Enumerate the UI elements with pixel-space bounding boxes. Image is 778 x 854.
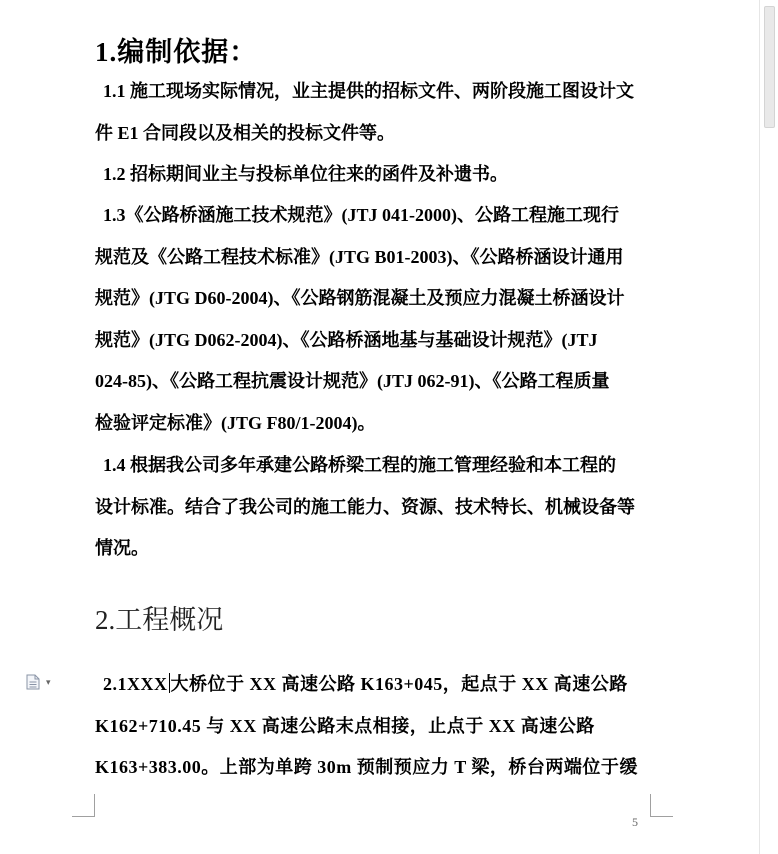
paragraph-1-1[interactable]: [95, 71, 650, 154]
paragraph-1-3[interactable]: [95, 195, 650, 444]
text-line: 规范》(JTG D062-2004)、《公路桥涵地基与基础设计规范》(JTJ: [95, 329, 598, 350]
page-number: 5: [632, 815, 638, 829]
vertical-scrollbar[interactable]: [759, 0, 778, 854]
text-line: 024-85)、《公路工程抗震设计规范》(JTJ 062-91)、《公路工程质量: [95, 371, 610, 391]
text-cursor: [169, 673, 170, 693]
text-line: 1.1 施工现场实际情况，业主提供的招标文件、两阶段施工图设计文: [103, 81, 634, 101]
paragraph-1-2[interactable]: [95, 154, 650, 196]
paragraph-2-1[interactable]: [95, 664, 650, 789]
chevron-down-icon[interactable]: ▾: [46, 678, 51, 688]
text-line: 1.2 招标期间业主与投标单位往来的函件及补遗书。: [103, 164, 508, 184]
crop-mark-right: [650, 794, 673, 817]
crop-mark-left: [72, 794, 95, 817]
heading-basis-of-compilation: 1.编制依据：: [95, 37, 258, 67]
heading-project-overview: 2.工程概况: [95, 605, 224, 635]
text-line: 设计标准。结合了我公司的施工能力、资源、技术特长、机械设备等: [95, 496, 635, 517]
text-line: [95, 664, 650, 706]
text-line: 1.3《公路桥涵施工技术规范》(JTJ 041-2000)、公路工程施工现行: [103, 205, 619, 225]
document-icon[interactable]: [26, 674, 40, 690]
text-run: 大桥位于 XX 高速公路 K163+045，起点于 XX 高速公路: [170, 674, 628, 694]
text-line: 情况。: [95, 538, 149, 558]
text-line: 检验评定标准》(JTG F80/1-2004)。: [95, 412, 376, 433]
text-line: 规范及《公路工程技术标准》(JTG B01-2003)、《公路桥涵设计通用: [95, 246, 624, 267]
text-line: 规范》(JTG D60-2004)、《公路钢筋混凝土及预应力混凝土桥涵设计: [95, 288, 625, 308]
text-line: 件 E1 合同段以及相关的投标文件等。: [95, 122, 396, 143]
text-line: 1.4 根据我公司多年承建公路桥梁工程的施工管理经验和本工程的: [103, 455, 616, 475]
scrollbar-thumb[interactable]: [764, 6, 775, 128]
text-line: K163+383.00。上部为单跨 30m 预制预应力 T 梁，桥台两端位于缓: [95, 757, 638, 777]
text-line: K162+710.45 与 XX 高速公路末点相接，止点于 XX 高速公路: [95, 715, 595, 736]
text-run: 2.1XXX: [103, 674, 168, 694]
paragraph-1-4[interactable]: [95, 445, 650, 570]
